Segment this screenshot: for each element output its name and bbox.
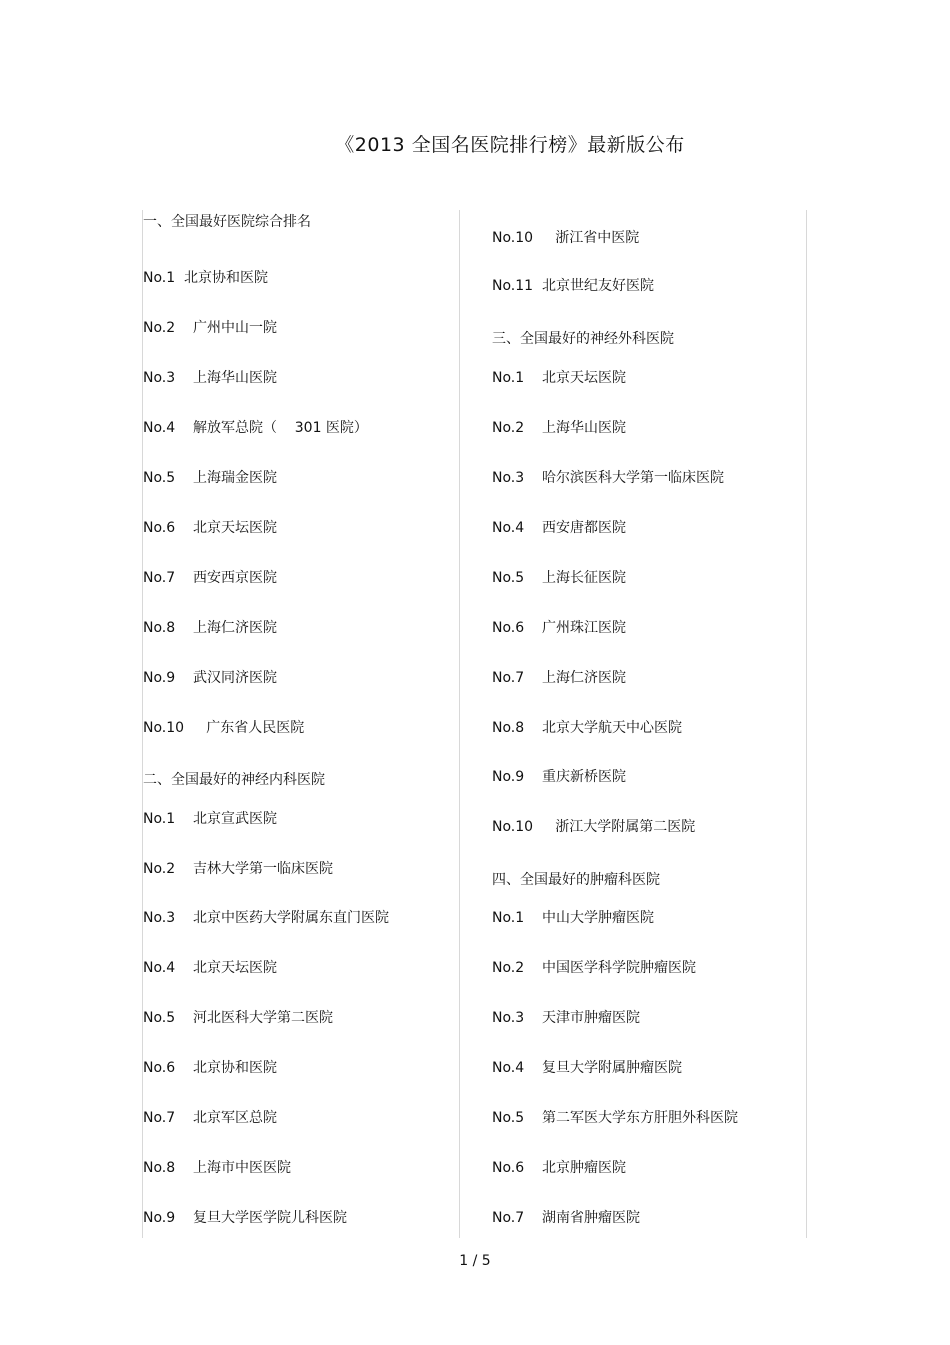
left-list-item: No.6 北京协和医院 [143,1060,277,1076]
right-list-item: No.11 北京世纪友好医院 [492,278,654,294]
right-list-item: No.5 第二军医大学东方肝胆外科医院 [492,1110,738,1126]
left-list-item: No.1 北京宣武医院 [143,811,277,827]
right-list-item: No.2 中国医学科学院肿瘤医院 [492,960,696,976]
right-list-item: No.5 上海长征医院 [492,570,626,586]
left-list-item: No.9 武汉同济医院 [143,670,277,686]
right-list-item: No.10 浙江大学附属第二医院 [492,819,696,835]
left-list-item: No.6 北京天坛医院 [143,520,277,536]
right-list-item: No.3 天津市肿瘤医院 [492,1010,640,1026]
left-list-item: No.5 河北医科大学第二医院 [143,1010,333,1026]
left-list-item: No.4 解放军总院（ 301 医院） [143,420,368,436]
left-list-item: No.8 上海市中医医院 [143,1160,291,1176]
right-section-heading: 三、全国最好的神经外科医院 [492,331,674,347]
column-divider-middle [459,210,460,1238]
left-section-heading: 一、全国最好医院综合排名 [143,214,311,230]
right-list-item: No.2 上海华山医院 [492,420,626,436]
right-list-item: No.3 哈尔滨医科大学第一临床医院 [492,470,724,486]
right-list-item: No.1 中山大学肿瘤医院 [492,910,654,926]
left-list-item: No.2 广州中山一院 [143,320,277,336]
left-list-item: No.2 吉林大学第一临床医院 [143,861,333,877]
right-list-item: No.6 广州珠江医院 [492,620,626,636]
column-divider-right [806,210,807,1238]
left-list-item: No.7 西安西京医院 [143,570,277,586]
left-list-item: No.4 北京天坛医院 [143,960,277,976]
right-list-item: No.7 上海仁济医院 [492,670,626,686]
right-list-item: No.4 西安唐都医院 [492,520,626,536]
left-list-item: No.9 复旦大学医学院儿科医院 [143,1210,347,1226]
left-list-item: No.8 上海仁济医院 [143,620,277,636]
right-list-item: No.6 北京肿瘤医院 [492,1160,626,1176]
right-list-item: No.9 重庆新桥医院 [492,769,626,785]
right-section-heading: 四、全国最好的肿瘤科医院 [492,872,660,888]
right-list-item: No.7 湖南省肿瘤医院 [492,1210,640,1226]
right-list-item: No.1 北京天坛医院 [492,370,626,386]
left-list-item: No.3 北京中医药大学附属东直门医院 [143,910,389,926]
right-list-item: No.4 复旦大学附属肿瘤医院 [492,1060,682,1076]
left-list-item: No.10 广东省人民医院 [143,720,305,736]
left-list-item: No.7 北京军区总院 [143,1110,277,1126]
right-list-item: No.10 浙江省中医院 [492,230,640,246]
left-list-item: No.1 北京协和医院 [143,270,269,286]
page-title: 《2013 全国名医院排行榜》最新版公布 [335,134,685,156]
left-section-heading: 二、全国最好的神经内科医院 [143,772,325,788]
page-number: 1 / 5 [459,1253,491,1269]
left-list-item: No.5 上海瑞金医院 [143,470,277,486]
right-list-item: No.8 北京大学航天中心医院 [492,720,682,736]
left-list-item: No.3 上海华山医院 [143,370,277,386]
